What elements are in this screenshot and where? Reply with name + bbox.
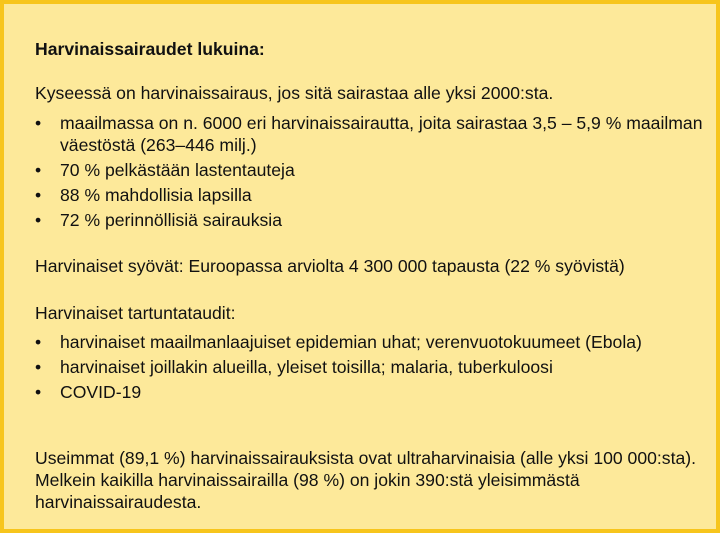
cancers-text: Harvinaiset syövät: Euroopassa arviolta 4 300 000 tapausta (22 % syövistä) bbox=[35, 256, 625, 276]
list-item bbox=[35, 381, 703, 403]
stats-list bbox=[35, 112, 703, 234]
list-item-text: harvinaiset joillakin alueilla, yleiset toisilla; malaria, tuberkuloosi bbox=[60, 357, 553, 377]
list-item bbox=[35, 112, 703, 156]
card-title: Harvinaissairaudet lukuina: bbox=[35, 39, 265, 59]
list-item-text: harvinaiset maailmanlaajuiset epidemian uhat; verenvuotokuumeet (Ebola) bbox=[60, 332, 642, 352]
list-item bbox=[35, 209, 703, 231]
list-item bbox=[35, 159, 703, 181]
list-item-text: COVID-19 bbox=[60, 382, 142, 402]
bullet-icon: • bbox=[35, 332, 42, 352]
list-item-text: maailmassa on n. 6000 eri harvinaissairautta, joita sairastaa 3,5 – 5,9 % maailman väestöstä (263–446 milj.) bbox=[60, 113, 703, 155]
bullet-icon: • bbox=[35, 382, 42, 402]
bullet-icon: • bbox=[35, 185, 42, 205]
infections-heading: Harvinaiset tartuntataudit: bbox=[35, 303, 236, 323]
bullet-icon: • bbox=[35, 113, 42, 133]
bullet-icon: • bbox=[35, 210, 42, 230]
infections-list bbox=[35, 331, 703, 406]
list-item-text: 70 % pelkästään lastentauteja bbox=[60, 160, 295, 180]
list-item-text: 88 % mahdollisia lapsilla bbox=[60, 185, 252, 205]
list-item bbox=[35, 356, 703, 378]
list-item bbox=[35, 331, 703, 353]
closing-text: Useimmat (89,1 %) harvinaissairauksista ovat ultraharvinaisia (alle yksi 100 000:sta). Melkein kaikilla harvinaissairailla (98 %) on jokin 390:stä yleisimmästä harvinaissairaudesta. bbox=[35, 448, 697, 512]
bullet-icon: • bbox=[35, 357, 42, 377]
intro-text: Kyseessä on harvinaissairaus, jos sitä sairastaa alle yksi 2000:sta. bbox=[35, 83, 554, 103]
list-item-text: 72 % perinnöllisiä sairauksia bbox=[60, 210, 282, 230]
list-item bbox=[35, 184, 703, 206]
bullet-icon: • bbox=[35, 160, 42, 180]
